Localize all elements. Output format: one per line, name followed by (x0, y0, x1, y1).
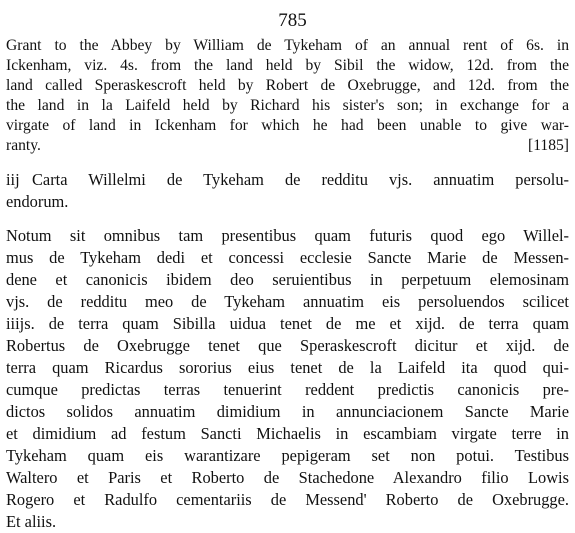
charter-line: et dimidium ad festum Sancti Michaelis in escambiam virgate terre in (6, 424, 569, 443)
charter-line: Robertus de Oxebrugge tenet que Speraskescroft dicitur et xijd. de (6, 336, 569, 355)
charter-heading (6, 169, 569, 213)
abstract-line: virgate of land in Ickenham for which he had been unable to give war- (6, 117, 569, 134)
abstract-date: [1185] (528, 137, 569, 154)
charter-line: dictos solidos annuatim dimidium in annunciacionem Sancte Marie (6, 402, 569, 421)
charter-line: Notum sit omnibus tam presentibus quam futuris quod ego Willel- (6, 226, 569, 245)
abstract-line: the land in la Laifeld held by Richard his sister's son; in exchange for a (6, 97, 569, 114)
charter-line: dene et canonicis ibidem deo seruientibus in perpetuum elemosinam (6, 270, 569, 289)
heading-text: Carta Willelmi de Tykeham de redditu vjs. annuatim persolu- (32, 170, 569, 189)
heading-line (6, 169, 569, 191)
heading-line: endorum. (6, 192, 69, 211)
charter-line: vjs. de redditu meo de Tykeham annuatim eis persoluendos scilicet (6, 292, 569, 311)
charter-line: Tykeham quam eis warantizare pepigeram set non potui. Testibus (6, 446, 569, 465)
abstract-line: Ickenham, viz. 4s. from the land held by Sibil the widow, 12d. from the (6, 57, 569, 74)
charter-text (6, 225, 569, 533)
abstract-line: land called Speraskescroft held by Robert de Oxebrugge, and 12d. from the (6, 77, 569, 94)
charter-line: Waltero et Paris et Roberto de Stachedone Alexandro filio Lowis (6, 468, 569, 487)
abstract-last-line (6, 136, 569, 156)
abstract-line: Grant to the Abbey by William de Tykeham of an annual rent of 6s. in (6, 37, 569, 54)
charter-number: iij (6, 170, 20, 189)
abstract-line: ranty. (6, 137, 41, 154)
page-number: 785 (278, 10, 307, 31)
charter-line: Et aliis. (6, 512, 57, 531)
charter-line: mus de Tykeham dedi et concessi ecclesie Sancte Marie de Messen- (6, 248, 569, 267)
document-page (6, 0, 569, 533)
english-abstract (6, 36, 569, 156)
charter-line: Rogero et Radulfo cementariis de Messend' Roberto de Oxebrugge. (6, 490, 569, 509)
charter-line: cumque predictas terras tenuerint reddent predictis canonicis pre- (6, 380, 569, 399)
charter-line: iiijs. de terra quam Sibilla uidua tenet de me et xijd. de terra quam (6, 314, 569, 333)
charter-line: terra quam Ricardus sororius eius tenet de la Laifeld ita quod qui- (6, 358, 569, 377)
